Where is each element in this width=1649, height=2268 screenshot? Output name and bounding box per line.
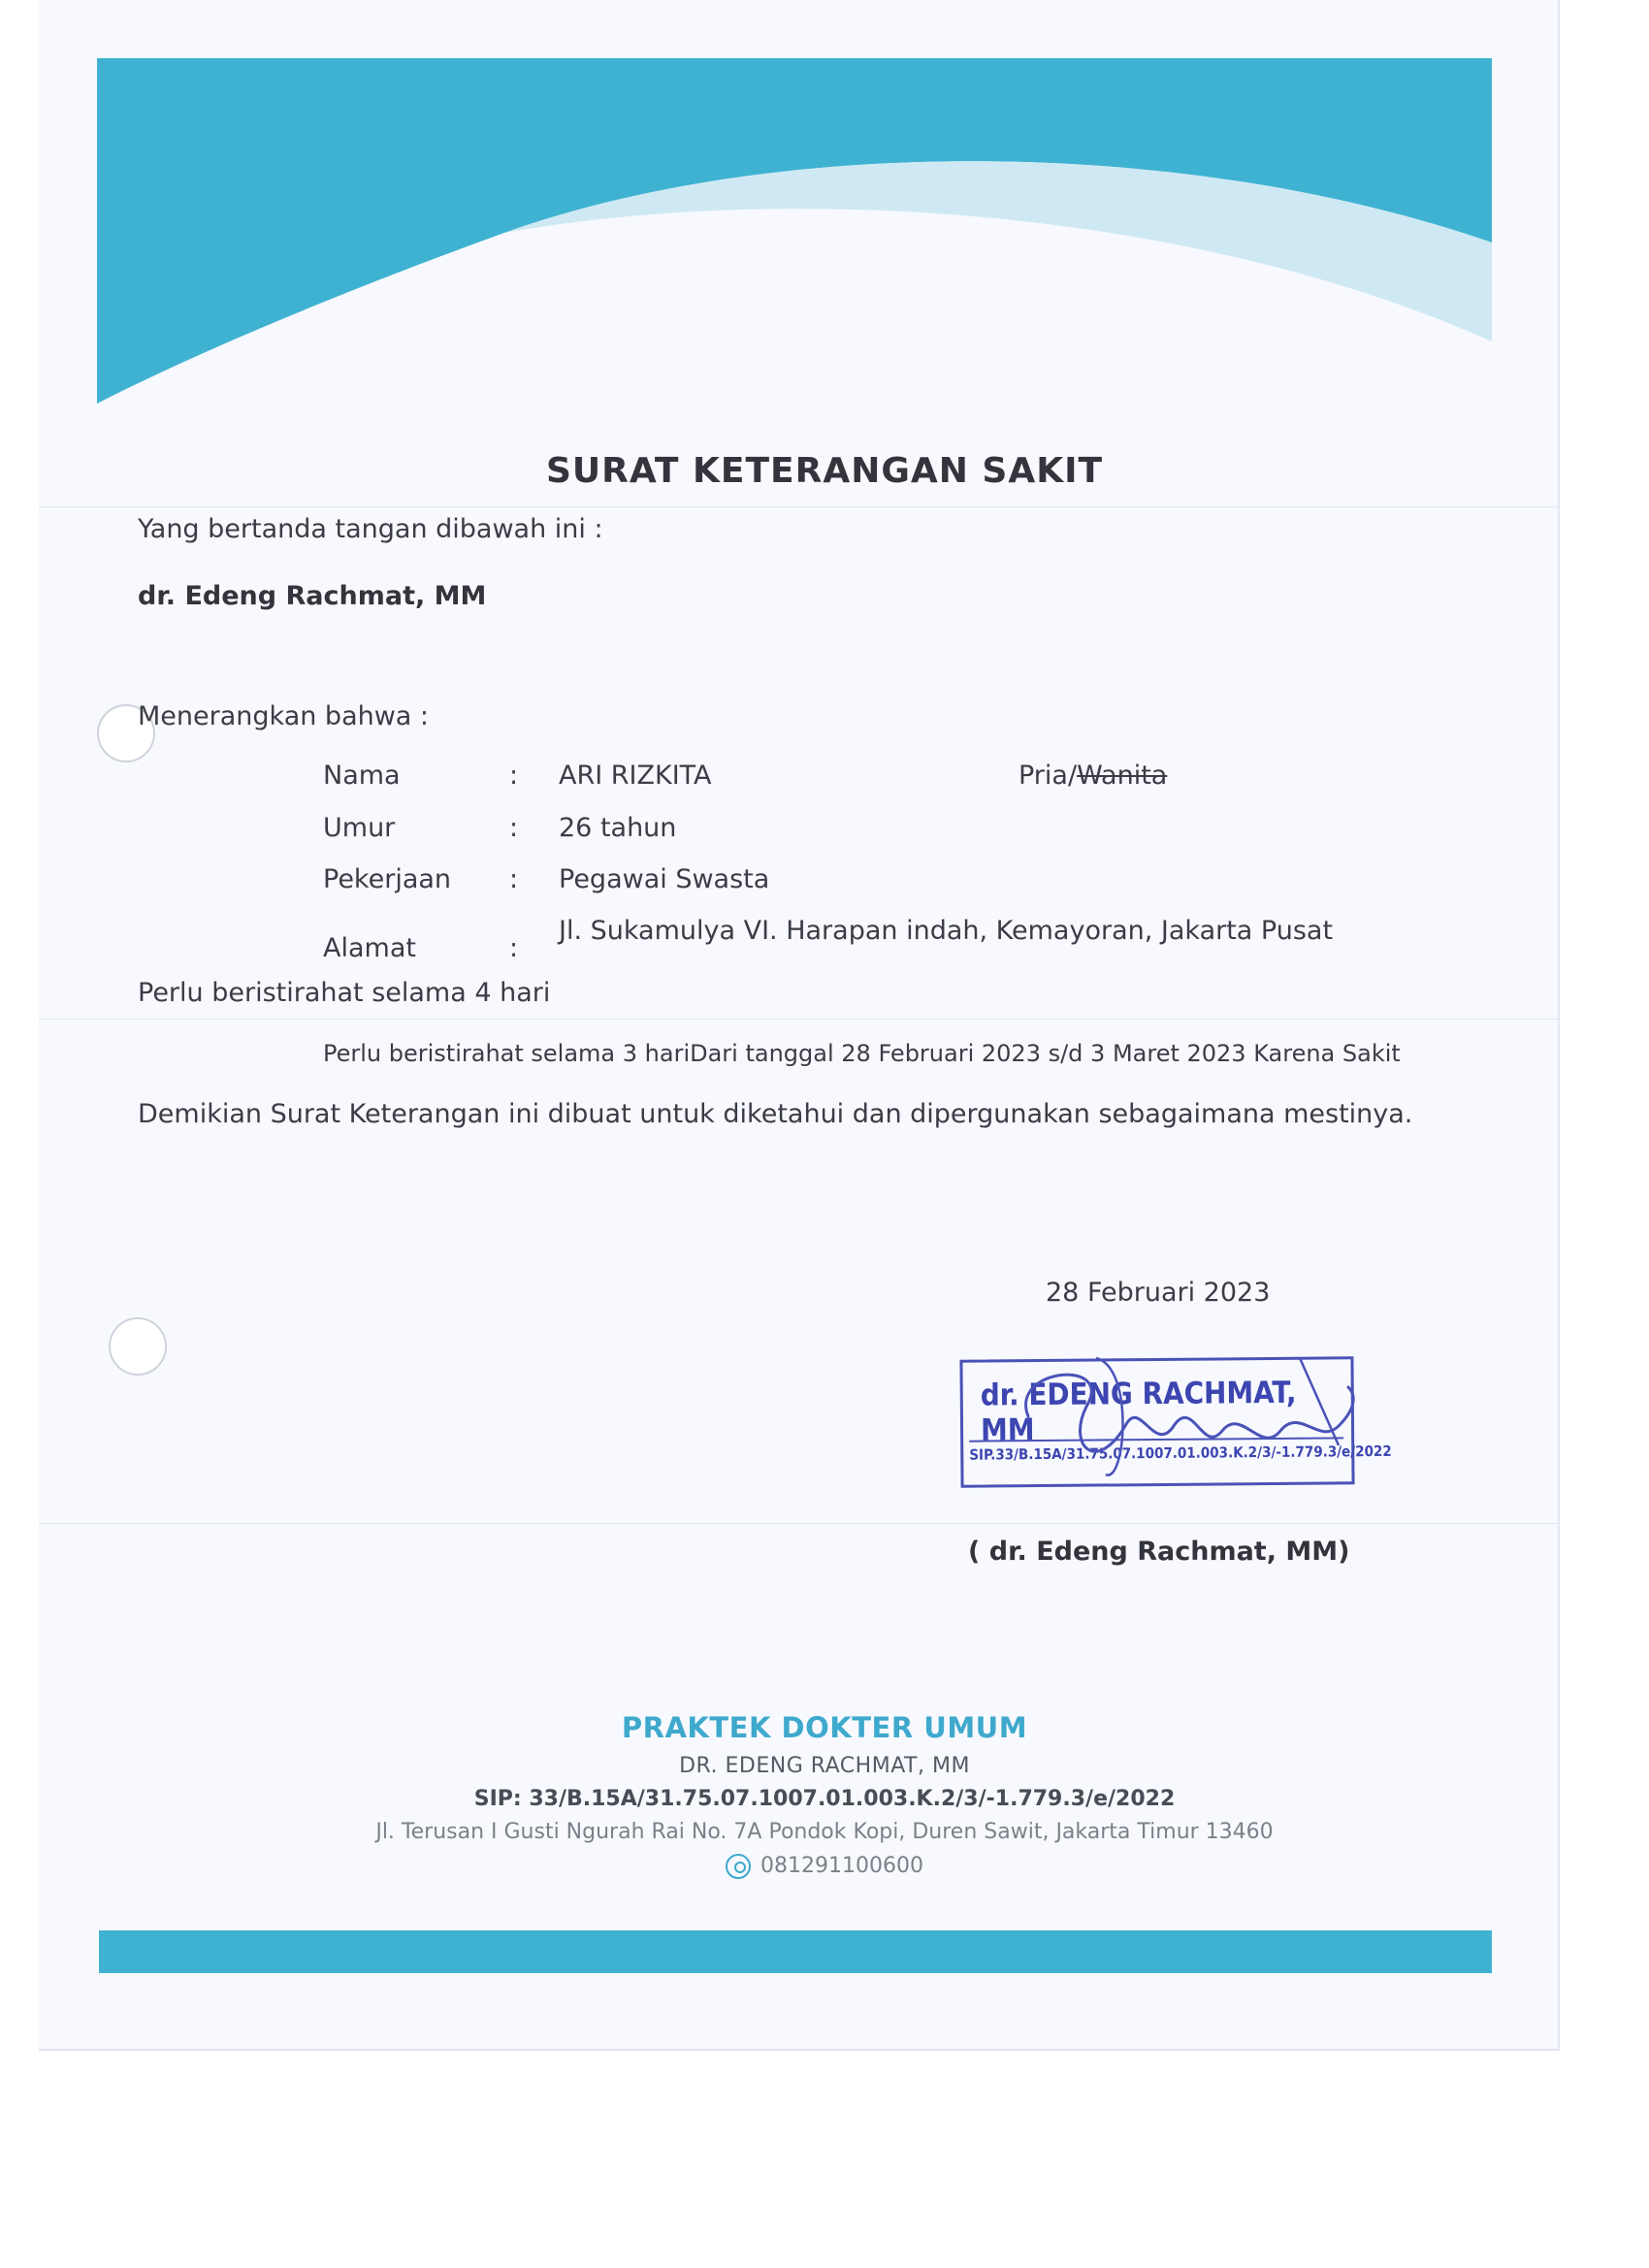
colon: : (509, 933, 519, 963)
name-value: ARI RIZKITA (559, 761, 712, 791)
age-label: Umur (323, 813, 396, 843)
rest-period: Perlu beristirahat selama 3 hariDari tanggal 28 Februari 2023 s/d 3 Maret 2023 Karena Sakit (323, 1040, 1401, 1067)
footer-address: Jl. Terusan I Gusti Ngurah Rai No. 7A Pondok Kopi, Duren Sawit, Jakarta Timur 13460 (375, 1820, 1274, 1844)
document-title: SURAT KETERANGAN SAKIT (545, 451, 1104, 491)
footer-phone-number: 081291100600 (760, 1854, 923, 1878)
whatsapp-icon (726, 1854, 751, 1879)
footer-sip: SIP: 33/B.15A/31.75.07.1007.01.003.K.2/3/-1.779.3/e/2022 (473, 1787, 1176, 1811)
punch-hole (109, 1317, 167, 1376)
doctor-name: dr. Edeng Rachmat, MM (138, 581, 487, 611)
signatory-name: ( dr. Edeng Rachmat, MM) (968, 1537, 1350, 1567)
job-value: Pegawai Swasta (559, 864, 770, 894)
colon: : (509, 813, 519, 843)
stamp-name: dr. EDENG RACHMAT, MM (980, 1375, 1297, 1448)
age-value: 26 tahun (559, 813, 677, 843)
footer-bar (99, 1930, 1492, 1973)
handwritten-signature (970, 1339, 1377, 1494)
stamp-sip: SIP.33/B.15A/31.75.07.1007.01.003.K.2/3/-1.779.3/e/2022 (969, 1437, 1343, 1463)
paper-fold-line (39, 1019, 1558, 1020)
intro-text: Yang bertanda tangan dibawah ini : (138, 514, 603, 544)
paper-fold-line (39, 506, 1558, 507)
practice-title: PRAKTEK DOKTER UMUM (621, 1711, 1028, 1744)
colon: : (509, 761, 519, 791)
address-label: Alamat (323, 933, 416, 963)
footer-phone (0, 1854, 1649, 1879)
job-label: Pekerjaan (323, 864, 452, 894)
gender-male: Pria/ (1018, 761, 1078, 791)
gender-field (1018, 761, 1167, 791)
rest-note: Perlu beristirahat selama 4 hari (138, 978, 551, 1008)
header-wave-banner (97, 58, 1492, 404)
closing-statement: Demikian Surat Keterangan ini dibuat untuk diketahui dan dipergunakan sebagaimana mestinya. (138, 1099, 1413, 1129)
name-label: Nama (323, 761, 401, 791)
paper-fold-line (39, 1523, 1558, 1524)
gender-female-struck: Wanita (1077, 761, 1168, 791)
address-value: Jl. Sukamulya VI. Harapan indah, Kemayoran, Jakarta Pusat (559, 916, 1334, 946)
footer-doctor: DR. EDENG RACHMAT, MM (679, 1754, 970, 1778)
statement-intro: Menerangkan bahwa : (138, 701, 430, 731)
letter-date: 28 Februari 2023 (1046, 1278, 1271, 1308)
colon: : (509, 864, 519, 894)
